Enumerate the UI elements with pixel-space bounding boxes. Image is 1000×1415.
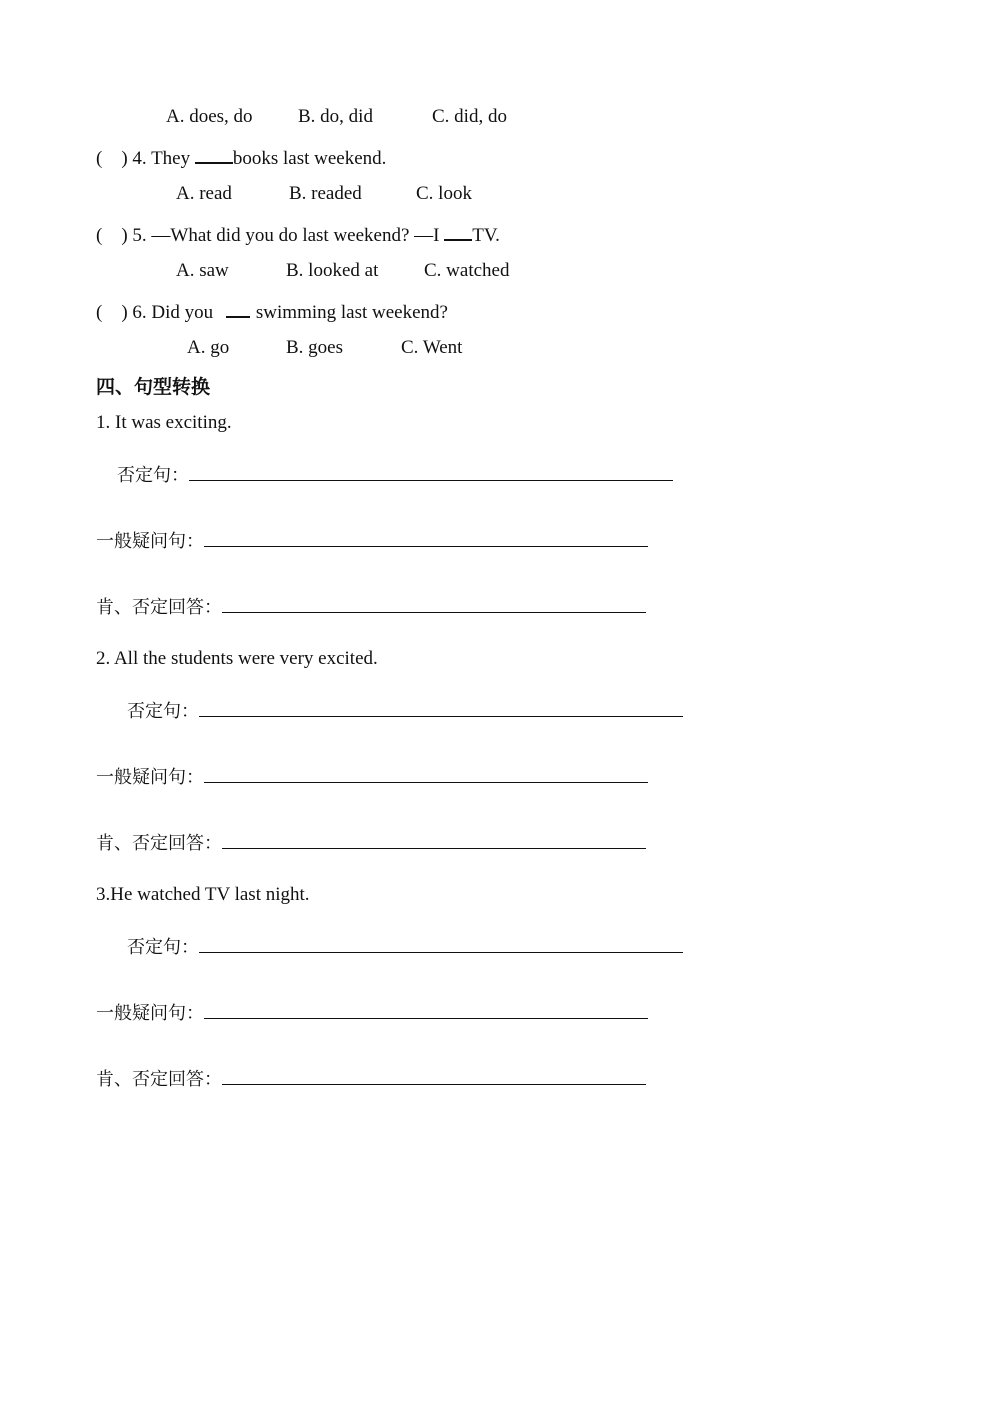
q6-option-a: A. go bbox=[187, 337, 230, 358]
negative-answer-line[interactable] bbox=[189, 464, 673, 481]
reply-answer-line[interactable] bbox=[222, 596, 646, 613]
q4-option-c: C. look bbox=[416, 183, 472, 204]
answer-blank[interactable] bbox=[444, 221, 472, 241]
answer-label: 肯、否定回答： bbox=[96, 1069, 222, 1090]
answer-paren-open: ( bbox=[96, 225, 103, 246]
question-label: 一般疑问句： bbox=[96, 531, 204, 552]
question-label: 一般疑问句： bbox=[96, 1003, 204, 1024]
question-number: 5. bbox=[132, 225, 147, 246]
question-text-pre: They bbox=[151, 148, 191, 169]
q3-option-a: A. does, do bbox=[166, 106, 253, 127]
q5-option-c: C. watched bbox=[424, 260, 510, 281]
question-text-post: books last weekend. bbox=[232, 148, 387, 169]
reply-answer-line[interactable] bbox=[222, 832, 646, 849]
question-answer-line[interactable] bbox=[204, 1002, 648, 1019]
item-1-question-row bbox=[96, 530, 648, 553]
answer-paren-open: ( bbox=[96, 302, 103, 323]
question-answer-line[interactable] bbox=[204, 766, 648, 783]
answer-paren-close: ) bbox=[121, 148, 128, 169]
negative-answer-line[interactable] bbox=[199, 936, 683, 953]
question-text-post: TV. bbox=[472, 225, 500, 246]
item-2-answer-row bbox=[96, 832, 646, 855]
answer-paren-close: ) bbox=[121, 302, 128, 323]
item-3-sentence: 3.He watched TV last night. bbox=[96, 884, 310, 905]
q6-option-b: B. goes bbox=[286, 337, 343, 358]
item-2-negative-row bbox=[127, 700, 683, 723]
answer-label: 肯、否定回答： bbox=[96, 833, 222, 854]
q3-option-c: C. did, do bbox=[432, 106, 507, 127]
reply-answer-line[interactable] bbox=[222, 1068, 646, 1085]
negative-label: 否定句： bbox=[127, 937, 199, 958]
question-text-post: swimming last weekend? bbox=[255, 302, 448, 323]
question-text-pre: —What did you do last weekend? —I bbox=[151, 225, 440, 246]
question-4 bbox=[96, 144, 386, 170]
q4-option-a: A. read bbox=[176, 183, 232, 204]
question-label: 一般疑问句： bbox=[96, 767, 204, 788]
negative-label: 否定句： bbox=[117, 465, 189, 486]
negative-label: 否定句： bbox=[127, 701, 199, 722]
question-number: 6. bbox=[132, 302, 147, 323]
q5-option-a: A. saw bbox=[176, 260, 229, 281]
item-1-sentence: 1. It was exciting. bbox=[96, 412, 232, 433]
q3-option-b: B. do, did bbox=[298, 106, 373, 127]
item-1-negative-row bbox=[117, 464, 673, 487]
answer-label: 肯、否定回答： bbox=[96, 597, 222, 618]
q6-option-c: C. Went bbox=[401, 337, 463, 358]
answer-paren-open: ( bbox=[96, 148, 103, 169]
question-5 bbox=[96, 221, 500, 247]
question-number: 4. bbox=[132, 148, 147, 169]
answer-paren-close: ) bbox=[121, 225, 128, 246]
item-2-sentence: 2. All the students were very excited. bbox=[96, 648, 378, 669]
section-heading: 四、句型转换 bbox=[96, 376, 211, 398]
question-answer-line[interactable] bbox=[204, 530, 648, 547]
item-3-answer-row bbox=[96, 1068, 646, 1091]
question-6 bbox=[96, 298, 448, 324]
item-1-answer-row bbox=[96, 596, 646, 619]
item-2-question-row bbox=[96, 766, 648, 789]
answer-blank[interactable] bbox=[195, 144, 233, 164]
q5-option-b: B. looked at bbox=[286, 260, 379, 281]
q4-option-b: B. readed bbox=[289, 183, 362, 204]
negative-answer-line[interactable] bbox=[199, 700, 683, 717]
question-text-pre: Did you bbox=[151, 302, 214, 323]
item-3-negative-row bbox=[127, 936, 683, 959]
answer-blank[interactable] bbox=[226, 298, 250, 318]
item-3-question-row bbox=[96, 1002, 648, 1025]
